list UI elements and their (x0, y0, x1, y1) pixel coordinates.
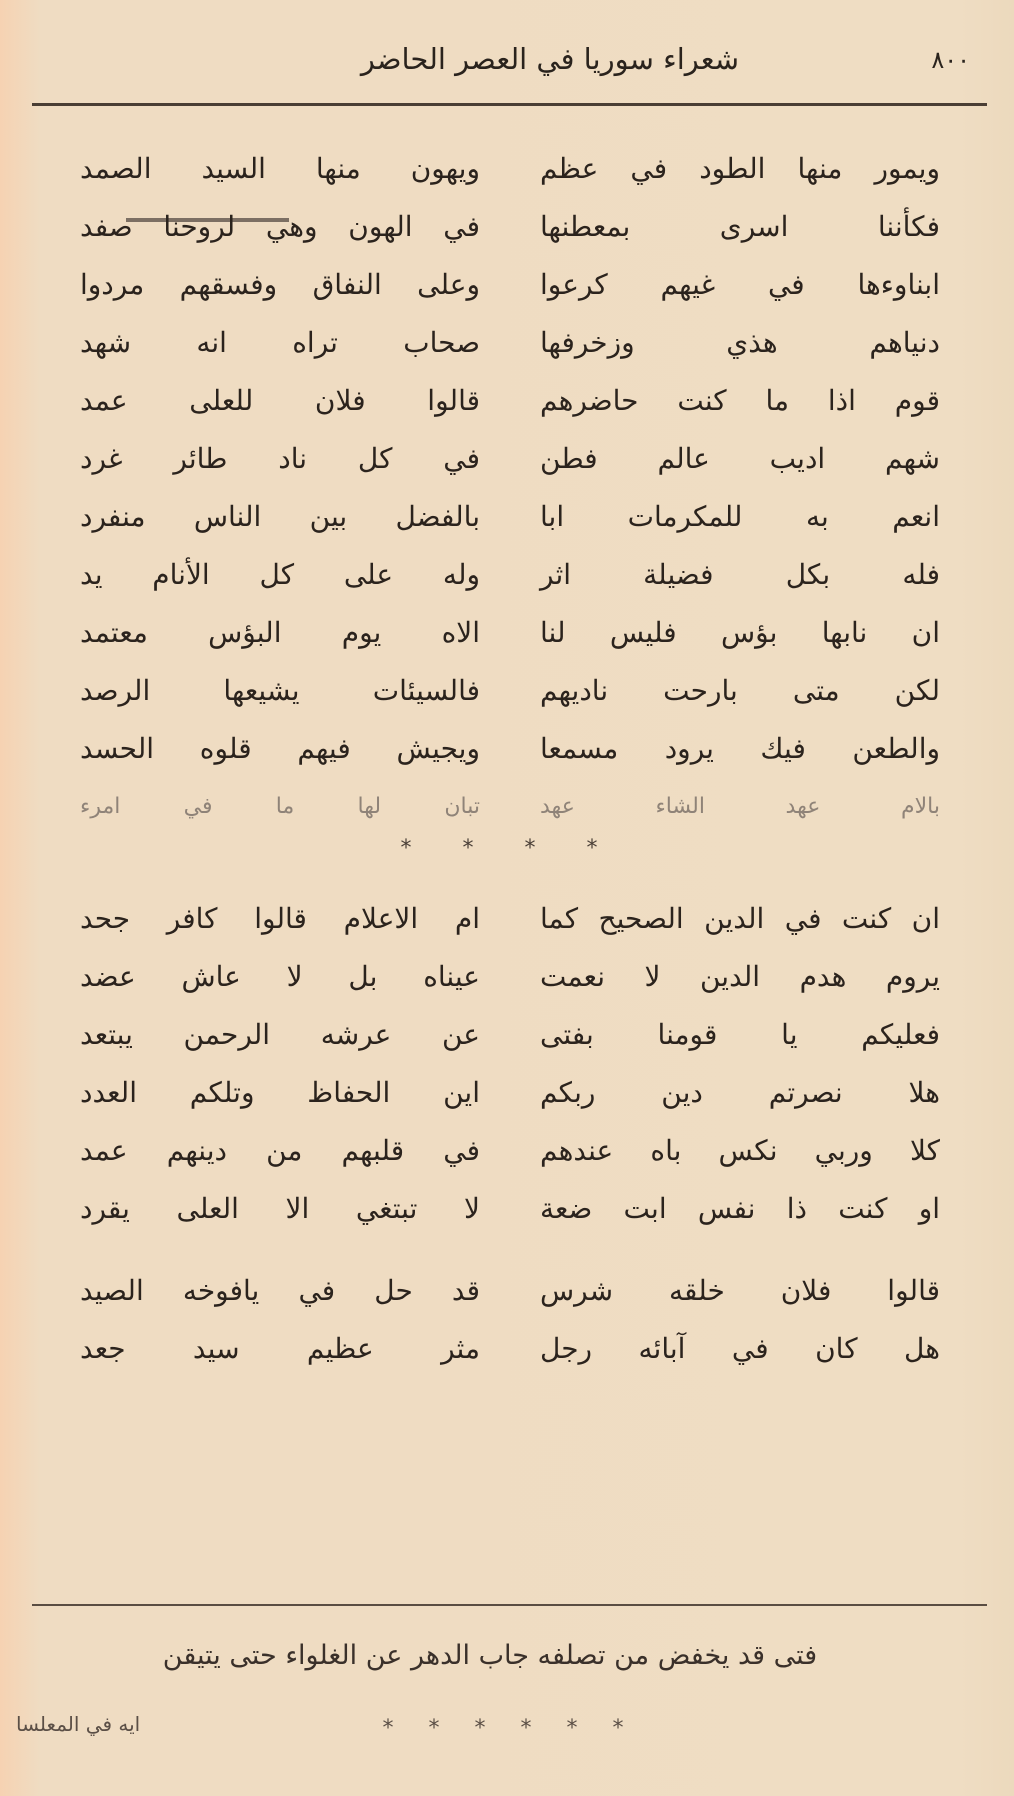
hemistich-second: قالوا فلان للعلى عمد (80, 384, 480, 417)
hemistich-first: ان نابها بؤس فليس لنا (540, 616, 940, 649)
hemistich-first: هلا نصرتم دين ربكم (540, 1076, 940, 1109)
verse (80, 372, 940, 430)
verse (80, 890, 940, 948)
hemistich-first: كلا وربي نكس باه عندهم (540, 1134, 940, 1167)
hemistich-second: ويهون منها السيد الصمد (80, 152, 480, 185)
hemistich-first: فعليكم يا قومنا بفتى (540, 1018, 940, 1051)
verse (80, 1262, 940, 1320)
verse (80, 256, 940, 314)
closing-asterisks: * * * * * * (382, 1716, 638, 1741)
verse (80, 314, 940, 372)
verse (80, 604, 940, 662)
hemistich-second: في قلبهم من دينهم عمد (80, 1134, 480, 1167)
hemistich-first: فكأننا اسرى بمعطنها (540, 210, 940, 243)
hemistich-second: ويجيش فيهم قلوه الحسد (80, 732, 480, 765)
hemistich-first: لكن متى بارحت ناديهم (540, 674, 940, 707)
hemistich-first: قوم اذا ما كنت حاضرهم (540, 384, 940, 417)
verse (80, 1064, 940, 1122)
verse (80, 140, 940, 198)
hemistich-second: صحاب تراه انه شهد (80, 326, 480, 359)
spacer (80, 866, 940, 890)
verse (80, 1320, 940, 1378)
hemistich-first: انعم به للمكرمات ابا (540, 500, 940, 533)
hemistich-first: شهم اديب عالم فطن (540, 442, 940, 475)
page-header (30, 30, 985, 100)
hemistich-first: او كنت ذا نفس ابت ضعة (540, 1192, 940, 1225)
hemistich-second: الاه يوم البؤس معتمد (80, 616, 480, 649)
hemistich-second: تبان لها ما في امرء (80, 794, 480, 819)
hemistich-first: هل كان في آبائه رجل (540, 1332, 940, 1365)
hemistich-second: بالفضل بين الناس منفرد (80, 500, 480, 533)
verse (80, 198, 940, 256)
hemistich-second: مثر عظيم سيد جعد (80, 1332, 480, 1365)
hemistich-second: اين الحفاظ وتلكم العدد (80, 1076, 480, 1109)
header-rule (32, 103, 987, 106)
hemistich-first: ابناوءها في غيهم كرعوا (540, 268, 940, 301)
verse (80, 546, 940, 604)
verse (80, 1180, 940, 1238)
hemistich-first: والطعن فيك يرود مسمعا (540, 732, 940, 765)
verse (80, 720, 940, 778)
hemistich-second: وله على كل الأنام يد (80, 558, 480, 591)
page-number: ٨٠٠ (931, 46, 970, 74)
section-break-asterisks: * * * * (400, 836, 620, 861)
verse-pencil-annotation (80, 778, 940, 836)
hemistich-second: فالسيئات يشيعها الرصد (80, 674, 480, 707)
hemistich-first: بالام عهد الشاء عهد (540, 794, 940, 819)
hemistich-second: لا تبتغي الا العلى يقرد (80, 1192, 480, 1225)
hemistich-second: في الهون وهي لروحنا صفد (80, 210, 480, 243)
hemistich-first: دنياهم هذي وزخرفها (540, 326, 940, 359)
verse (80, 662, 940, 720)
hemistich-second: وعلى النفاق وفسقهم مردوا (80, 268, 480, 301)
verse (80, 430, 940, 488)
handwritten-verse: فتى قد يخفض من تصلفه جاب الدهر عن الغلواء حتى يتيقن (162, 1640, 818, 1671)
running-title: شعراء سوريا في العصر الحاضر (360, 42, 740, 76)
hemistich-first: يروم هدم الدين لا نعمت (540, 960, 940, 993)
hemistich-second: قد حل في يافوخه الصيد (80, 1274, 480, 1307)
footer-rule (32, 1604, 987, 1606)
margin-note: ايه في المعلسا (16, 1712, 141, 1736)
verse (80, 1006, 940, 1064)
hemistich-second: ام الاعلام قالوا كافر جحد (80, 902, 480, 935)
hemistich-first: قالوا فلان خلقه شرس (540, 1274, 940, 1307)
hemistich-second: عيناه بل لا عاش عضد (80, 960, 480, 993)
poem-body (80, 140, 940, 1378)
verse (80, 948, 940, 1006)
hemistich-first: ويمور منها الطود في عظم (540, 152, 940, 185)
hemistich-second: عن عرشه الرحمن يبتعد (80, 1018, 480, 1051)
hemistich-first: فله بكل فضيلة اثر (540, 558, 940, 591)
verse (80, 1122, 940, 1180)
verse (80, 488, 940, 546)
spacer (80, 1238, 940, 1262)
hemistich-second: في كل ناد طائر غرد (80, 442, 480, 475)
hemistich-first: ان كنت في الدين الصحيح كما (540, 902, 940, 935)
